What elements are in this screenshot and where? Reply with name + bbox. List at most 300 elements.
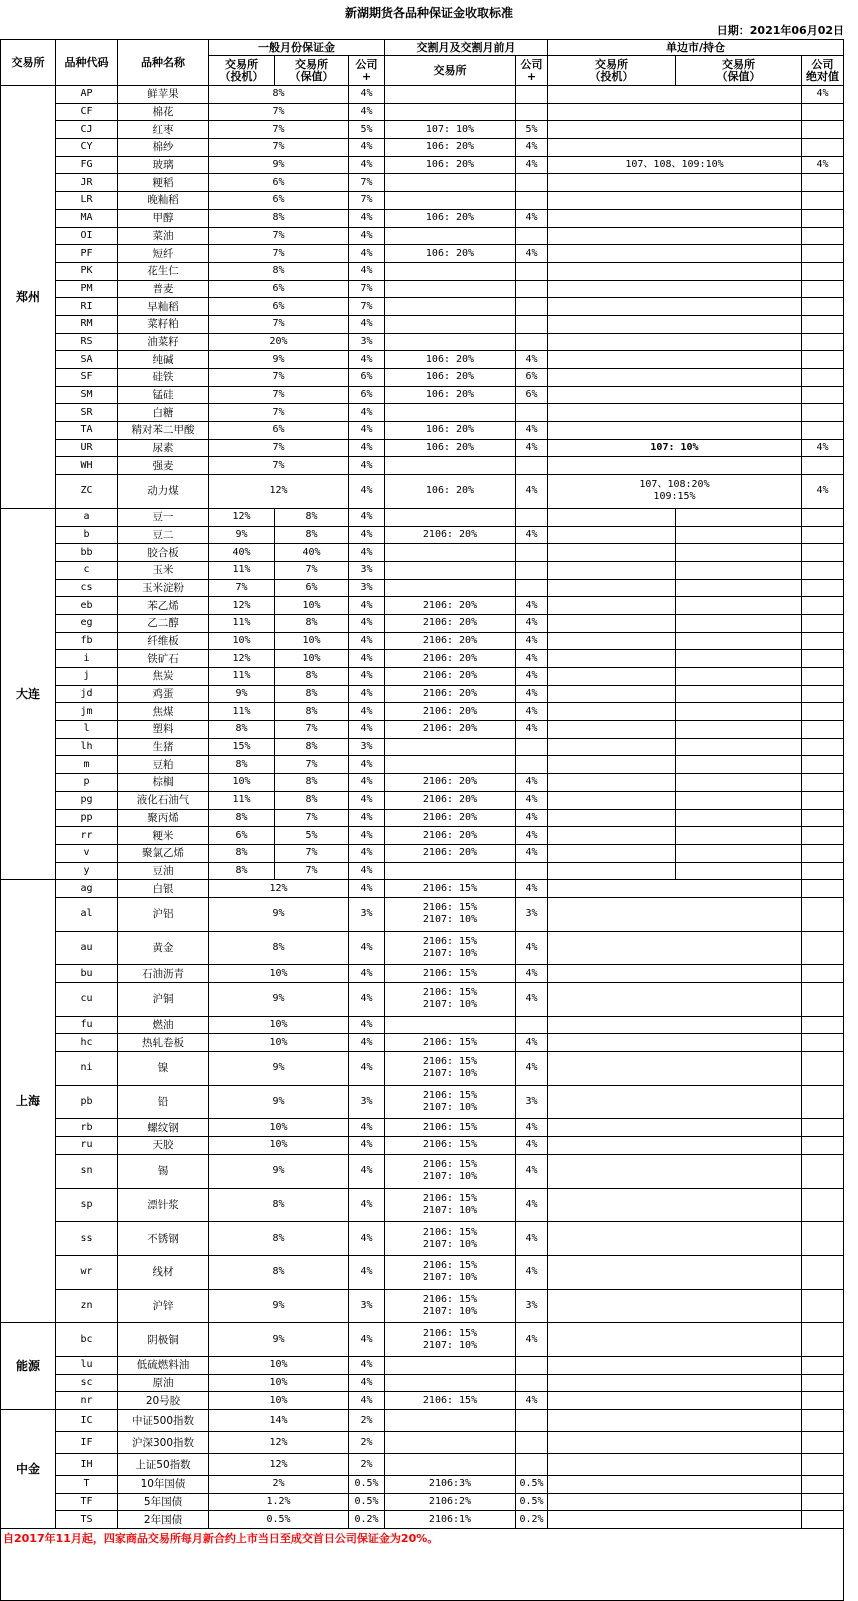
single-hedge-cell <box>676 579 802 597</box>
code-cell: T <box>56 1476 118 1494</box>
single-company-cell <box>802 280 844 298</box>
table-row <box>1 404 844 422</box>
general-margin-cell: 8% <box>209 1188 349 1222</box>
code-cell: fb <box>56 632 118 650</box>
delivery-exchange-cell: 2106:1% <box>385 1511 516 1529</box>
delivery-exchange-cell <box>385 1222 516 1256</box>
company-plus-cell: 4% <box>349 475 385 509</box>
code-cell: pb <box>56 1085 118 1119</box>
general-hedge-cell: 6% <box>275 579 349 597</box>
single-company-cell <box>802 614 844 632</box>
table-row <box>1 685 844 703</box>
delivery-exchange-cell <box>385 1323 516 1357</box>
code-cell: bu <box>56 965 118 983</box>
name-cell: 早籼稻 <box>118 298 209 316</box>
name-cell: 生猪 <box>118 738 209 756</box>
general-speculative-cell: 9% <box>209 526 275 544</box>
single-side-cell <box>548 897 802 931</box>
table-row <box>1 103 844 121</box>
company-plus-cell: 4% <box>349 1323 385 1357</box>
general-margin-cell: 9% <box>209 1323 349 1357</box>
footnote: 自2017年11月起，四家商品交易所每月新合约上市当日至成交首日公司保证金为20%。 <box>1 1529 844 1601</box>
company-plus-cell: 4% <box>349 156 385 174</box>
single-side-cell <box>548 209 802 227</box>
name-cell: 焦炭 <box>118 668 209 686</box>
header-line: 公司 <box>520 57 543 71</box>
delivery-exchange-cell: 2106: 20% <box>385 685 516 703</box>
single-speculative-cell <box>548 579 676 597</box>
general-speculative-cell: 10% <box>209 632 275 650</box>
single-side-cell <box>548 262 802 280</box>
single-side-cell <box>548 103 802 121</box>
company-plus-cell: 4% <box>349 1016 385 1034</box>
general-hedge-cell: 7% <box>275 561 349 579</box>
general-margin-cell: 6% <box>209 192 349 210</box>
code-cell: CY <box>56 139 118 157</box>
single-company-cell <box>802 351 844 369</box>
code-cell: jd <box>56 685 118 703</box>
general-margin-cell: 9% <box>209 1154 349 1188</box>
single-speculative-cell <box>548 827 676 845</box>
single-side-cell <box>548 1511 802 1529</box>
single-hedge-cell <box>676 774 802 792</box>
company-plus-cell: 4% <box>349 809 385 827</box>
delivery-company-cell: 4% <box>516 1188 548 1222</box>
table-row <box>1 774 844 792</box>
single-company-cell <box>802 298 844 316</box>
single-company-cell <box>802 738 844 756</box>
delivery-exchange-cell: 2106: 20% <box>385 703 516 721</box>
name-cell: 尿素 <box>118 439 209 457</box>
general-margin-cell: 8% <box>209 209 349 227</box>
delivery-company-cell <box>516 103 548 121</box>
name-cell: 棉花 <box>118 103 209 121</box>
single-speculative-cell <box>548 526 676 544</box>
delivery-company-cell: 4% <box>516 880 548 898</box>
code-cell: PF <box>56 245 118 263</box>
code-cell: rr <box>56 827 118 845</box>
name-cell: 菜油 <box>118 227 209 245</box>
single-side-cell <box>548 121 802 139</box>
name-cell: 10年国债 <box>118 1476 209 1494</box>
company-plus-cell: 4% <box>349 756 385 774</box>
delivery-company-cell <box>516 1356 548 1374</box>
general-margin-cell: 7% <box>209 386 349 404</box>
header-line: 交易所 <box>595 57 628 71</box>
delivery-exchange-cell-line: 2106: 15% <box>422 1192 478 1204</box>
table-row <box>1 1154 844 1188</box>
delivery-company-cell <box>516 756 548 774</box>
name-cell: 粳稻 <box>118 174 209 192</box>
general-speculative-cell: 11% <box>209 791 275 809</box>
code-cell: LR <box>56 192 118 210</box>
table-row <box>1 1410 844 1432</box>
code-cell: fu <box>56 1016 118 1034</box>
delivery-company-cell <box>516 544 548 562</box>
general-margin-cell: 7% <box>209 227 349 245</box>
delivery-exchange-cell <box>385 1289 516 1323</box>
delivery-exchange-cell <box>385 1356 516 1374</box>
code-cell: l <box>56 721 118 739</box>
general-speculative-cell: 7% <box>209 579 275 597</box>
single-hedge-cell <box>676 561 802 579</box>
name-cell: 油菜籽 <box>118 333 209 351</box>
delivery-exchange-cell: 2106:2% <box>385 1493 516 1511</box>
single-company-cell <box>802 1222 844 1256</box>
name-cell: 菜籽粕 <box>118 315 209 333</box>
delivery-company-cell <box>516 1374 548 1392</box>
code-cell: bb <box>56 544 118 562</box>
delivery-exchange-cell-line: 2107: 10% <box>422 999 478 1011</box>
table-row <box>1 227 844 245</box>
single-company-cell <box>802 703 844 721</box>
single-company-cell <box>802 1085 844 1119</box>
single-company-cell <box>802 597 844 615</box>
company-plus-cell: 3% <box>349 897 385 931</box>
single-side-cell <box>548 333 802 351</box>
single-company-cell <box>802 685 844 703</box>
general-margin-cell: 14% <box>209 1410 349 1432</box>
company-plus-cell: 2% <box>349 1454 385 1476</box>
company-plus-cell: 3% <box>349 333 385 351</box>
name-cell: 铁矿石 <box>118 650 209 668</box>
general-margin-cell: 6% <box>209 174 349 192</box>
code-cell: c <box>56 561 118 579</box>
single-company-cell <box>802 544 844 562</box>
single-company-cell <box>802 579 844 597</box>
name-cell: 螺纹钢 <box>118 1119 209 1137</box>
delivery-exchange-cell-line: 2107: 10% <box>422 1171 478 1183</box>
delivery-company-cell: 4% <box>516 685 548 703</box>
company-plus-cell: 4% <box>349 791 385 809</box>
single-side-cell <box>548 386 802 404</box>
code-cell: ru <box>56 1137 118 1155</box>
single-side-cell: 107: 10% <box>548 439 802 457</box>
company-plus-cell: 4% <box>349 103 385 121</box>
single-company-cell <box>802 862 844 880</box>
delivery-company-cell <box>516 1454 548 1476</box>
general-hedge-cell: 7% <box>275 756 349 774</box>
company-plus-cell: 4% <box>349 827 385 845</box>
single-company-cell: 4% <box>802 439 844 457</box>
general-speculative-cell: 12% <box>209 508 275 526</box>
table-row <box>1 1374 844 1392</box>
table-row <box>1 526 844 544</box>
single-company-cell <box>802 404 844 422</box>
table-row <box>1 703 844 721</box>
general-margin-cell: 9% <box>209 983 349 1017</box>
single-side-cell <box>548 1085 802 1119</box>
delivery-exchange-cell-line: 2106: 15% <box>422 935 478 947</box>
single-hedge-cell <box>676 703 802 721</box>
name-cell: 黄金 <box>118 931 209 965</box>
delivery-company-cell <box>516 227 548 245</box>
code-cell: TA <box>56 422 118 440</box>
single-side-cell: 107、108、109:10% <box>548 156 802 174</box>
delivery-exchange-cell <box>385 1410 516 1432</box>
single-company-cell <box>802 386 844 404</box>
table-row <box>1 579 844 597</box>
name-cell: 沪深300指数 <box>118 1432 209 1454</box>
delivery-company-cell <box>516 333 548 351</box>
general-hedge-cell: 8% <box>275 526 349 544</box>
table-row <box>1 1493 844 1511</box>
table-row <box>1 1052 844 1086</box>
name-cell: 鲜苹果 <box>118 86 209 104</box>
header-delivery-company <box>516 56 548 86</box>
name-cell: 纤维板 <box>118 632 209 650</box>
single-company-cell <box>802 1052 844 1086</box>
single-company-cell <box>802 561 844 579</box>
name-cell: 阴极铜 <box>118 1323 209 1357</box>
company-plus-cell: 4% <box>349 632 385 650</box>
delivery-exchange-cell <box>385 897 516 931</box>
general-speculative-cell: 8% <box>209 721 275 739</box>
single-hedge-cell <box>676 791 802 809</box>
delivery-company-cell: 3% <box>516 1289 548 1323</box>
company-plus-cell: 4% <box>349 844 385 862</box>
name-cell: 胶合板 <box>118 544 209 562</box>
delivery-company-cell <box>516 298 548 316</box>
delivery-exchange-cell <box>385 103 516 121</box>
single-company-cell <box>802 1188 844 1222</box>
delivery-exchange-cell: 2106:3% <box>385 1476 516 1494</box>
code-cell: nr <box>56 1392 118 1410</box>
name-cell: 鸡蛋 <box>118 685 209 703</box>
name-cell: 热轧卷板 <box>118 1034 209 1052</box>
single-side-cell <box>548 369 802 387</box>
delivery-exchange-cell <box>385 404 516 422</box>
delivery-exchange-cell-line: 2107: 10% <box>422 1272 478 1284</box>
delivery-company-cell: 4% <box>516 1392 548 1410</box>
single-company-cell <box>802 965 844 983</box>
table-row <box>1 192 844 210</box>
header-single-speculative <box>548 56 676 86</box>
table-row <box>1 632 844 650</box>
name-cell: 白糖 <box>118 404 209 422</box>
delivery-exchange-cell <box>385 1052 516 1086</box>
single-company-cell <box>802 227 844 245</box>
single-company-cell <box>802 1255 844 1289</box>
single-hedge-cell <box>676 809 802 827</box>
company-plus-cell: 4% <box>349 1255 385 1289</box>
single-company-cell: 4% <box>802 156 844 174</box>
single-side-cell <box>548 139 802 157</box>
name-cell: 花生仁 <box>118 262 209 280</box>
general-margin-cell: 7% <box>209 315 349 333</box>
table-row <box>1 650 844 668</box>
single-speculative-cell <box>548 703 676 721</box>
company-plus-cell: 4% <box>349 1052 385 1086</box>
code-cell: bc <box>56 1323 118 1357</box>
name-cell: 2年国债 <box>118 1511 209 1529</box>
delivery-exchange-cell-line: 2106: 15% <box>422 902 478 914</box>
delivery-exchange-cell <box>385 579 516 597</box>
general-margin-cell: 7% <box>209 439 349 457</box>
delivery-company-cell: 4% <box>516 422 548 440</box>
name-cell: 豆油 <box>118 862 209 880</box>
delivery-company-cell: 4% <box>516 439 548 457</box>
name-cell: 动力煤 <box>118 475 209 509</box>
exchange-cell: 中金 <box>1 1410 56 1529</box>
single-company-cell <box>802 457 844 475</box>
table-row <box>1 791 844 809</box>
single-side-cell <box>548 1289 802 1323</box>
company-plus-cell: 4% <box>349 1154 385 1188</box>
name-cell: 中证500指数 <box>118 1410 209 1432</box>
delivery-company-cell: 4% <box>516 1154 548 1188</box>
code-cell: ZC <box>56 475 118 509</box>
table-row <box>1 1137 844 1155</box>
company-plus-cell: 4% <box>349 209 385 227</box>
delivery-exchange-cell-line: 2106: 15% <box>422 1056 478 1068</box>
general-margin-cell: 7% <box>209 245 349 263</box>
table-row <box>1 965 844 983</box>
single-company-cell <box>802 1493 844 1511</box>
general-hedge-cell: 8% <box>275 668 349 686</box>
single-company-cell <box>802 791 844 809</box>
delivery-exchange-cell: 2106: 15% <box>385 1137 516 1155</box>
general-speculative-cell: 11% <box>209 668 275 686</box>
delivery-exchange-cell: 2106: 20% <box>385 844 516 862</box>
table-row <box>1 880 844 898</box>
name-cell: 铅 <box>118 1085 209 1119</box>
single-company-cell <box>802 1432 844 1454</box>
single-speculative-cell <box>548 614 676 632</box>
general-margin-cell: 10% <box>209 1119 349 1137</box>
name-cell: 焦煤 <box>118 703 209 721</box>
code-cell: IF <box>56 1432 118 1454</box>
single-speculative-cell <box>548 721 676 739</box>
code-cell: SM <box>56 386 118 404</box>
code-cell: ag <box>56 880 118 898</box>
general-speculative-cell: 8% <box>209 756 275 774</box>
general-hedge-cell: 8% <box>275 614 349 632</box>
delivery-exchange-cell <box>385 1374 516 1392</box>
delivery-exchange-cell: 2106: 20% <box>385 791 516 809</box>
code-cell: cu <box>56 983 118 1017</box>
table-row <box>1 1255 844 1289</box>
delivery-company-cell <box>516 561 548 579</box>
single-side-cell <box>548 1222 802 1256</box>
header-line: + <box>526 69 537 83</box>
delivery-company-cell: 4% <box>516 1222 548 1256</box>
name-cell: 线材 <box>118 1255 209 1289</box>
company-plus-cell: 4% <box>349 1137 385 1155</box>
delivery-company-cell <box>516 86 548 104</box>
single-company-cell <box>802 103 844 121</box>
table-row <box>1 439 844 457</box>
delivery-company-cell: 4% <box>516 597 548 615</box>
delivery-exchange-cell: 2106: 15% <box>385 1119 516 1137</box>
company-plus-cell: 4% <box>349 983 385 1017</box>
margin-table <box>0 39 844 1601</box>
name-cell: 塑料 <box>118 721 209 739</box>
single-company-cell <box>802 1392 844 1410</box>
delivery-exchange-cell: 2106: 20% <box>385 668 516 686</box>
single-company-cell <box>802 1356 844 1374</box>
table-row <box>1 931 844 965</box>
single-side-cell <box>548 1374 802 1392</box>
header-line: + <box>361 69 372 83</box>
single-company-cell <box>802 1289 844 1323</box>
company-plus-cell: 4% <box>349 245 385 263</box>
delivery-company-cell: 4% <box>516 721 548 739</box>
name-cell: 玻璃 <box>118 156 209 174</box>
name-cell: 漂针浆 <box>118 1188 209 1222</box>
delivery-company-cell: 4% <box>516 632 548 650</box>
delivery-company-cell: 4% <box>516 827 548 845</box>
name-cell: 普麦 <box>118 280 209 298</box>
company-plus-cell: 4% <box>349 227 385 245</box>
header-line: （投机） <box>589 69 634 83</box>
single-side-cell <box>548 880 802 898</box>
name-cell: 玉米 <box>118 561 209 579</box>
single-speculative-cell <box>548 650 676 668</box>
delivery-exchange-cell: 2106: 20% <box>385 597 516 615</box>
name-cell: 棉纱 <box>118 139 209 157</box>
delivery-exchange-cell-line: 2107: 10% <box>422 1068 478 1080</box>
delivery-company-cell: 0.2% <box>516 1511 548 1529</box>
exchange-cell: 上海 <box>1 880 56 1323</box>
header-ex-speculative <box>209 56 275 86</box>
header-single-company <box>802 56 844 86</box>
delivery-company-cell <box>516 1432 548 1454</box>
single-side-cell-line: 109:15% <box>653 491 696 503</box>
header-general-margin: 一般月份保证金 <box>209 40 385 56</box>
delivery-company-cell: 4% <box>516 475 548 509</box>
table-row <box>1 298 844 316</box>
company-plus-cell: 4% <box>349 1374 385 1392</box>
table-row <box>1 1356 844 1374</box>
single-side-cell <box>548 1255 802 1289</box>
code-cell: AP <box>56 86 118 104</box>
company-plus-cell: 4% <box>349 439 385 457</box>
company-plus-cell: 3% <box>349 561 385 579</box>
code-cell: SA <box>56 351 118 369</box>
code-cell: OI <box>56 227 118 245</box>
delivery-exchange-cell: 2106: 15% <box>385 965 516 983</box>
code-cell: sn <box>56 1154 118 1188</box>
delivery-exchange-cell: 106: 20% <box>385 369 516 387</box>
delivery-exchange-cell-line: 2106: 15% <box>422 1090 478 1102</box>
single-side-cell <box>548 1034 802 1052</box>
delivery-exchange-cell <box>385 1454 516 1476</box>
table-row <box>1 351 844 369</box>
single-hedge-cell <box>676 508 802 526</box>
general-hedge-cell: 7% <box>275 844 349 862</box>
company-plus-cell: 4% <box>349 422 385 440</box>
general-margin-cell: 0.5% <box>209 1511 349 1529</box>
code-cell: CF <box>56 103 118 121</box>
general-margin-cell: 20% <box>209 333 349 351</box>
single-company-cell <box>802 827 844 845</box>
code-cell: jm <box>56 703 118 721</box>
single-company-cell <box>802 931 844 965</box>
single-speculative-cell <box>548 597 676 615</box>
code-cell: FG <box>56 156 118 174</box>
table-row <box>1 844 844 862</box>
delivery-exchange-cell <box>385 1016 516 1034</box>
general-speculative-cell: 12% <box>209 650 275 668</box>
code-cell: a <box>56 508 118 526</box>
code-cell: v <box>56 844 118 862</box>
name-cell: 精对苯二甲酸 <box>118 422 209 440</box>
delivery-exchange-cell-line: 2106: 15% <box>422 1226 478 1238</box>
single-side-cell <box>548 475 802 509</box>
delivery-company-cell <box>516 862 548 880</box>
code-cell: sp <box>56 1188 118 1222</box>
